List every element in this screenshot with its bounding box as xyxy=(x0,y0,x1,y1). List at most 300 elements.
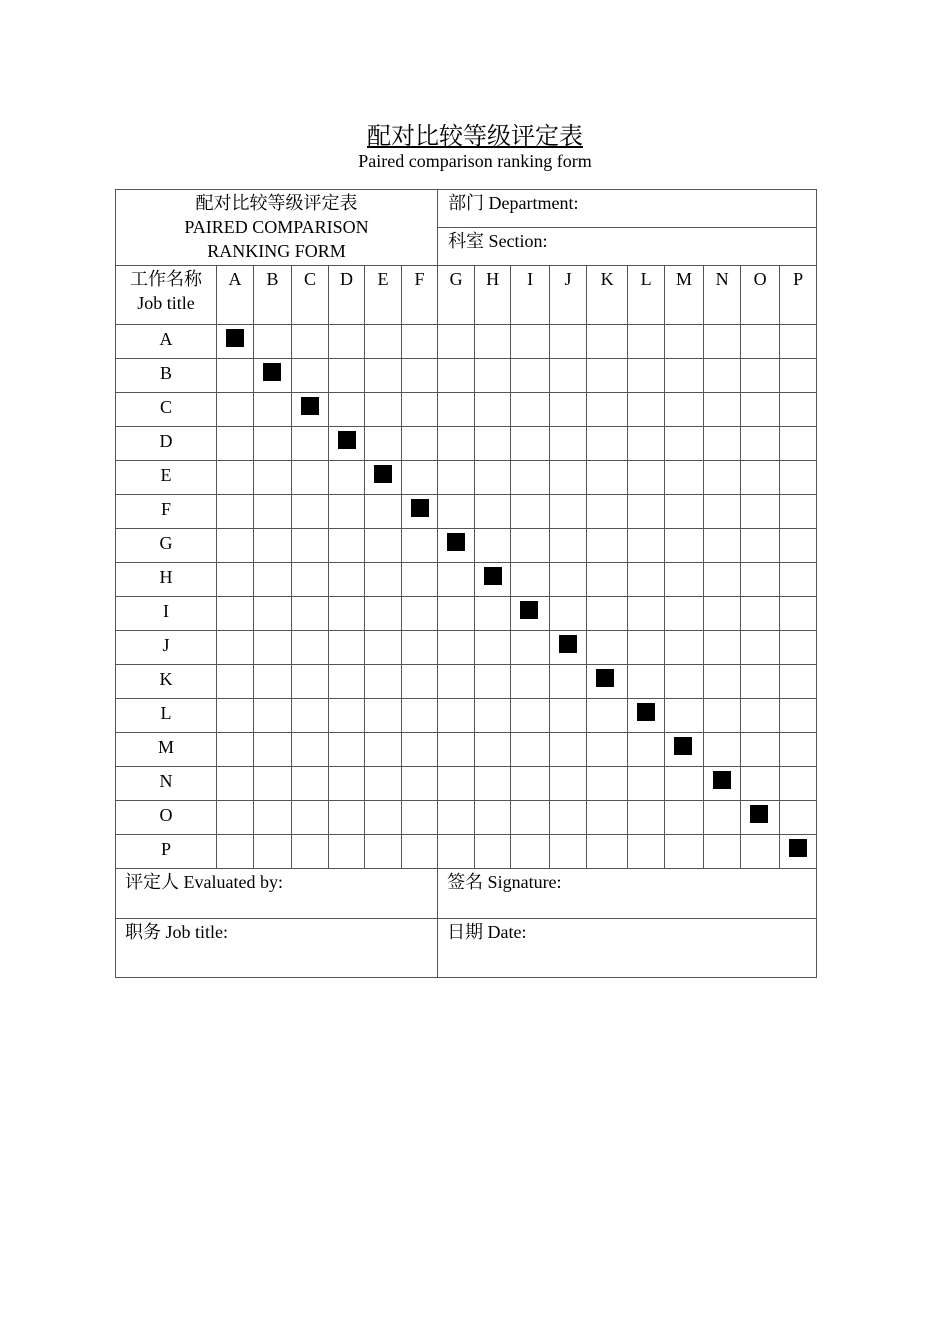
job-title-header-cn: 工作名称 xyxy=(130,269,202,289)
comparison-cell[interactable] xyxy=(292,495,329,529)
comparison-cell[interactable] xyxy=(475,359,511,393)
blocked-square-icon xyxy=(411,499,429,517)
comparison-cell[interactable] xyxy=(741,495,780,529)
comparison-cell[interactable] xyxy=(704,665,741,699)
comparison-cell[interactable] xyxy=(780,597,817,631)
diagonal-cell xyxy=(254,359,292,393)
comparison-cell[interactable] xyxy=(329,529,365,563)
comparison-cell[interactable] xyxy=(780,631,817,665)
comparison-cell[interactable] xyxy=(780,427,817,461)
comparison-cell[interactable] xyxy=(628,393,665,427)
header-title-en-line1: PAIRED COMPARISON xyxy=(184,217,369,237)
comparison-cell[interactable] xyxy=(475,461,511,495)
comparison-cell[interactable] xyxy=(254,495,292,529)
comparison-cell[interactable] xyxy=(438,767,475,801)
comparison-cell[interactable] xyxy=(438,597,475,631)
comparison-cell[interactable] xyxy=(329,461,365,495)
comparison-cell[interactable] xyxy=(292,563,329,597)
comparison-cell[interactable] xyxy=(587,529,628,563)
comparison-cell[interactable] xyxy=(511,699,550,733)
comparison-cell[interactable] xyxy=(665,835,704,869)
diagonal-cell xyxy=(628,699,665,733)
comparison-cell[interactable] xyxy=(365,427,402,461)
comparison-cell[interactable] xyxy=(704,359,741,393)
comparison-cell[interactable] xyxy=(511,563,550,597)
comparison-cell[interactable] xyxy=(438,563,475,597)
comparison-cell[interactable] xyxy=(254,529,292,563)
comparison-cell[interactable] xyxy=(217,665,254,699)
comparison-cell[interactable] xyxy=(329,563,365,597)
comparison-cell[interactable] xyxy=(402,801,438,835)
comparison-cell[interactable] xyxy=(665,597,704,631)
comparison-cell[interactable] xyxy=(780,393,817,427)
section-field[interactable] xyxy=(438,228,817,266)
comparison-cell[interactable] xyxy=(665,563,704,597)
diagonal-cell xyxy=(780,835,817,869)
comparison-cell[interactable] xyxy=(402,631,438,665)
row-label: E xyxy=(116,461,217,495)
comparison-cell[interactable] xyxy=(741,359,780,393)
comparison-cell[interactable] xyxy=(665,631,704,665)
comparison-cell[interactable] xyxy=(254,563,292,597)
diagonal-cell xyxy=(665,733,704,767)
comparison-cell[interactable] xyxy=(628,801,665,835)
comparison-cell[interactable] xyxy=(402,563,438,597)
comparison-cell[interactable] xyxy=(329,359,365,393)
comparison-cell[interactable] xyxy=(628,461,665,495)
comparison-cell[interactable] xyxy=(550,665,587,699)
column-header: C xyxy=(292,266,329,325)
comparison-cell[interactable] xyxy=(550,495,587,529)
comparison-cell[interactable] xyxy=(292,597,329,631)
table-row xyxy=(116,699,817,733)
comparison-cell[interactable] xyxy=(402,461,438,495)
comparison-cell[interactable] xyxy=(402,359,438,393)
comparison-cell[interactable] xyxy=(217,631,254,665)
comparison-cell[interactable] xyxy=(665,665,704,699)
comparison-cell[interactable] xyxy=(628,359,665,393)
comparison-cell[interactable] xyxy=(292,461,329,495)
comparison-cell[interactable] xyxy=(254,597,292,631)
comparison-cell[interactable] xyxy=(741,461,780,495)
comparison-cell[interactable] xyxy=(741,529,780,563)
comparison-cell[interactable] xyxy=(665,461,704,495)
comparison-cell[interactable] xyxy=(665,801,704,835)
comparison-cell[interactable] xyxy=(511,835,550,869)
diagonal-cell xyxy=(704,767,741,801)
comparison-cell[interactable] xyxy=(329,767,365,801)
comparison-cell[interactable] xyxy=(741,597,780,631)
comparison-cell[interactable] xyxy=(365,699,402,733)
comparison-cell[interactable] xyxy=(511,631,550,665)
comparison-cell[interactable] xyxy=(438,733,475,767)
comparison-cell[interactable] xyxy=(780,801,817,835)
comparison-cell[interactable] xyxy=(329,325,365,359)
blocked-square-icon xyxy=(484,567,502,585)
comparison-cell[interactable] xyxy=(292,699,329,733)
comparison-cell[interactable] xyxy=(780,665,817,699)
table-row xyxy=(116,427,817,461)
comparison-cell[interactable] xyxy=(780,529,817,563)
column-header: P xyxy=(780,266,817,325)
comparison-cell[interactable] xyxy=(704,529,741,563)
diagonal-cell xyxy=(511,597,550,631)
comparison-cell[interactable] xyxy=(475,801,511,835)
comparison-cell[interactable] xyxy=(511,325,550,359)
comparison-cell[interactable] xyxy=(587,733,628,767)
comparison-cell[interactable] xyxy=(665,359,704,393)
department-field[interactable] xyxy=(438,190,817,228)
comparison-cell[interactable] xyxy=(587,835,628,869)
comparison-cell[interactable] xyxy=(365,767,402,801)
row-label: D xyxy=(116,427,217,461)
comparison-cell[interactable] xyxy=(365,529,402,563)
comparison-cell[interactable] xyxy=(550,733,587,767)
comparison-cell[interactable] xyxy=(292,529,329,563)
diagonal-cell xyxy=(475,563,511,597)
table-row xyxy=(116,495,817,529)
comparison-cell[interactable] xyxy=(550,801,587,835)
comparison-cell[interactable] xyxy=(475,427,511,461)
row-label: N xyxy=(116,767,217,801)
comparison-cell[interactable] xyxy=(704,631,741,665)
comparison-cell[interactable] xyxy=(587,427,628,461)
comparison-cell[interactable] xyxy=(402,325,438,359)
comparison-cell[interactable] xyxy=(292,733,329,767)
comparison-cell[interactable] xyxy=(628,835,665,869)
diagonal-cell xyxy=(402,495,438,529)
signature-field[interactable] xyxy=(438,869,817,919)
comparison-cell[interactable] xyxy=(254,699,292,733)
comparison-cell[interactable] xyxy=(217,733,254,767)
comparison-cell[interactable] xyxy=(329,835,365,869)
comparison-cell[interactable] xyxy=(704,699,741,733)
comparison-cell[interactable] xyxy=(704,427,741,461)
comparison-cell[interactable] xyxy=(254,631,292,665)
row-label: G xyxy=(116,529,217,563)
comparison-cell[interactable] xyxy=(550,835,587,869)
comparison-cell[interactable] xyxy=(780,733,817,767)
comparison-cell[interactable] xyxy=(665,393,704,427)
comparison-cell[interactable] xyxy=(511,359,550,393)
comparison-cell[interactable] xyxy=(217,563,254,597)
blocked-square-icon xyxy=(447,533,465,551)
comparison-cell[interactable] xyxy=(402,427,438,461)
comparison-cell[interactable] xyxy=(254,835,292,869)
comparison-cell[interactable] xyxy=(438,359,475,393)
table-row xyxy=(116,665,817,699)
comparison-cell[interactable] xyxy=(511,495,550,529)
evaluator-job-title-field[interactable] xyxy=(116,919,438,978)
comparison-cell[interactable] xyxy=(329,733,365,767)
comparison-cell[interactable] xyxy=(704,393,741,427)
comparison-cell[interactable] xyxy=(704,835,741,869)
column-header: L xyxy=(628,266,665,325)
comparison-cell[interactable] xyxy=(704,563,741,597)
comparison-cell[interactable] xyxy=(587,359,628,393)
comparison-cell[interactable] xyxy=(587,325,628,359)
comparison-cell[interactable] xyxy=(365,733,402,767)
comparison-cell[interactable] xyxy=(780,767,817,801)
comparison-cell[interactable] xyxy=(741,699,780,733)
paired-comparison-table xyxy=(115,189,817,978)
row-label: C xyxy=(116,393,217,427)
table-row xyxy=(116,393,817,427)
comparison-cell[interactable] xyxy=(550,529,587,563)
comparison-cell[interactable] xyxy=(511,461,550,495)
comparison-cell[interactable] xyxy=(475,665,511,699)
comparison-cell[interactable] xyxy=(438,461,475,495)
comparison-cell[interactable] xyxy=(329,495,365,529)
comparison-cell[interactable] xyxy=(550,563,587,597)
comparison-cell[interactable] xyxy=(254,733,292,767)
row-label: P xyxy=(116,835,217,869)
comparison-cell[interactable] xyxy=(217,767,254,801)
comparison-cell[interactable] xyxy=(665,427,704,461)
comparison-cell[interactable] xyxy=(292,631,329,665)
comparison-cell[interactable] xyxy=(665,767,704,801)
comparison-cell[interactable] xyxy=(402,665,438,699)
comparison-cell[interactable] xyxy=(628,665,665,699)
row-label: B xyxy=(116,359,217,393)
comparison-cell[interactable] xyxy=(217,835,254,869)
comparison-cell[interactable] xyxy=(254,801,292,835)
comparison-cell[interactable] xyxy=(217,393,254,427)
comparison-cell[interactable] xyxy=(665,495,704,529)
table-row xyxy=(116,325,817,359)
table-row xyxy=(116,801,817,835)
comparison-cell[interactable] xyxy=(438,835,475,869)
table-row xyxy=(116,359,817,393)
comparison-cell[interactable] xyxy=(438,495,475,529)
comparison-cell[interactable] xyxy=(254,427,292,461)
comparison-cell[interactable] xyxy=(217,597,254,631)
comparison-cell[interactable] xyxy=(329,597,365,631)
table-row xyxy=(116,529,817,563)
comparison-cell[interactable] xyxy=(587,801,628,835)
comparison-cell[interactable] xyxy=(329,665,365,699)
comparison-cell[interactable] xyxy=(475,393,511,427)
comparison-cell[interactable] xyxy=(665,699,704,733)
comparison-cell[interactable] xyxy=(780,359,817,393)
comparison-cell[interactable] xyxy=(217,427,254,461)
comparison-cell[interactable] xyxy=(365,665,402,699)
comparison-cell[interactable] xyxy=(438,325,475,359)
comparison-cell[interactable] xyxy=(741,665,780,699)
comparison-cell[interactable] xyxy=(587,699,628,733)
column-header: E xyxy=(365,266,402,325)
comparison-cell[interactable] xyxy=(438,699,475,733)
comparison-cell[interactable] xyxy=(365,801,402,835)
row-label: H xyxy=(116,563,217,597)
comparison-cell[interactable] xyxy=(475,529,511,563)
comparison-cell[interactable] xyxy=(292,325,329,359)
comparison-cell[interactable] xyxy=(475,631,511,665)
form-title-en: Paired comparison ranking form xyxy=(358,151,592,171)
table-row xyxy=(116,767,817,801)
comparison-cell[interactable] xyxy=(365,495,402,529)
table-row xyxy=(116,733,817,767)
row-label: L xyxy=(116,699,217,733)
comparison-cell[interactable] xyxy=(438,665,475,699)
comparison-cell[interactable] xyxy=(254,325,292,359)
diagonal-cell xyxy=(550,631,587,665)
comparison-cell[interactable] xyxy=(402,699,438,733)
comparison-cell[interactable] xyxy=(402,835,438,869)
blocked-square-icon xyxy=(713,771,731,789)
comparison-cell[interactable] xyxy=(438,631,475,665)
comparison-cell[interactable] xyxy=(217,359,254,393)
comparison-cell[interactable] xyxy=(550,699,587,733)
comparison-cell[interactable] xyxy=(292,767,329,801)
comparison-cell[interactable] xyxy=(365,325,402,359)
comparison-cell[interactable] xyxy=(217,529,254,563)
comparison-cell[interactable] xyxy=(741,835,780,869)
comparison-cell[interactable] xyxy=(741,733,780,767)
comparison-cell[interactable] xyxy=(475,699,511,733)
comparison-cell[interactable] xyxy=(365,563,402,597)
comparison-cell[interactable] xyxy=(217,801,254,835)
comparison-cell[interactable] xyxy=(704,461,741,495)
comparison-cell[interactable] xyxy=(550,597,587,631)
comparison-cell[interactable] xyxy=(665,529,704,563)
comparison-cell[interactable] xyxy=(628,325,665,359)
comparison-cell[interactable] xyxy=(402,529,438,563)
comparison-cell[interactable] xyxy=(780,461,817,495)
comparison-cell[interactable] xyxy=(587,393,628,427)
comparison-cell[interactable] xyxy=(780,325,817,359)
date-field[interactable] xyxy=(438,919,817,978)
comparison-cell[interactable] xyxy=(254,393,292,427)
comparison-cell[interactable] xyxy=(741,427,780,461)
comparison-cell[interactable] xyxy=(402,733,438,767)
comparison-cell[interactable] xyxy=(217,699,254,733)
comparison-cell[interactable] xyxy=(628,563,665,597)
comparison-cell[interactable] xyxy=(628,495,665,529)
comparison-cell[interactable] xyxy=(511,427,550,461)
comparison-cell[interactable] xyxy=(254,767,292,801)
header-title-cn: 配对比较等级评定表 xyxy=(195,193,358,213)
comparison-cell[interactable] xyxy=(475,733,511,767)
comparison-cell[interactable] xyxy=(665,325,704,359)
comparison-cell[interactable] xyxy=(780,563,817,597)
comparison-cell[interactable] xyxy=(628,597,665,631)
comparison-cell[interactable] xyxy=(550,461,587,495)
comparison-cell[interactable] xyxy=(741,393,780,427)
comparison-cell[interactable] xyxy=(550,393,587,427)
comparison-cell[interactable] xyxy=(329,393,365,427)
comparison-cell[interactable] xyxy=(587,631,628,665)
comparison-cell[interactable] xyxy=(402,597,438,631)
comparison-cell[interactable] xyxy=(511,801,550,835)
comparison-cell[interactable] xyxy=(475,767,511,801)
comparison-cell[interactable] xyxy=(741,563,780,597)
comparison-cell[interactable] xyxy=(628,529,665,563)
comparison-cell[interactable] xyxy=(402,393,438,427)
comparison-cell[interactable] xyxy=(587,767,628,801)
column-header: H xyxy=(475,266,511,325)
comparison-cell[interactable] xyxy=(628,733,665,767)
comparison-cell[interactable] xyxy=(292,801,329,835)
comparison-cell[interactable] xyxy=(587,563,628,597)
comparison-cell[interactable] xyxy=(628,631,665,665)
row-label: K xyxy=(116,665,217,699)
comparison-cell[interactable] xyxy=(329,801,365,835)
evaluated-by-field[interactable] xyxy=(116,869,438,919)
comparison-cell[interactable] xyxy=(741,767,780,801)
column-header: O xyxy=(741,266,780,325)
comparison-cell[interactable] xyxy=(217,495,254,529)
comparison-cell[interactable] xyxy=(365,393,402,427)
comparison-cell[interactable] xyxy=(475,835,511,869)
comparison-cell[interactable] xyxy=(628,427,665,461)
comparison-cell[interactable] xyxy=(550,767,587,801)
comparison-cell[interactable] xyxy=(254,665,292,699)
comparison-cell[interactable] xyxy=(511,393,550,427)
blocked-square-icon xyxy=(637,703,655,721)
comparison-cell[interactable] xyxy=(550,359,587,393)
comparison-cell[interactable] xyxy=(704,801,741,835)
row-label: M xyxy=(116,733,217,767)
comparison-cell[interactable] xyxy=(292,835,329,869)
comparison-cell[interactable] xyxy=(741,325,780,359)
comparison-cell[interactable] xyxy=(704,325,741,359)
comparison-cell[interactable] xyxy=(741,631,780,665)
comparison-cell[interactable] xyxy=(780,699,817,733)
comparison-cell[interactable] xyxy=(365,597,402,631)
comparison-cell[interactable] xyxy=(511,733,550,767)
comparison-cell[interactable] xyxy=(438,801,475,835)
comparison-cell[interactable] xyxy=(254,461,292,495)
comparison-cell[interactable] xyxy=(587,597,628,631)
comparison-cell[interactable] xyxy=(475,495,511,529)
header-title-en-line2: RANKING FORM xyxy=(207,241,346,261)
comparison-cell[interactable] xyxy=(292,359,329,393)
comparison-cell[interactable] xyxy=(329,631,365,665)
comparison-cell[interactable] xyxy=(438,393,475,427)
comparison-cell[interactable] xyxy=(628,767,665,801)
table-row xyxy=(116,631,817,665)
comparison-cell[interactable] xyxy=(587,495,628,529)
column-header: G xyxy=(438,266,475,325)
comparison-cell[interactable] xyxy=(780,495,817,529)
comparison-cell[interactable] xyxy=(292,665,329,699)
comparison-cell[interactable] xyxy=(511,767,550,801)
comparison-cell[interactable] xyxy=(704,597,741,631)
comparison-cell[interactable] xyxy=(511,665,550,699)
comparison-cell[interactable] xyxy=(292,427,329,461)
comparison-cell[interactable] xyxy=(550,325,587,359)
form-title-cn: 配对比较等级评定表 xyxy=(367,122,583,150)
comparison-cell[interactable] xyxy=(365,359,402,393)
blocked-square-icon xyxy=(338,431,356,449)
comparison-cell[interactable] xyxy=(217,461,254,495)
comparison-cell[interactable] xyxy=(365,631,402,665)
comparison-cell[interactable] xyxy=(329,699,365,733)
comparison-cell[interactable] xyxy=(511,529,550,563)
comparison-cell[interactable] xyxy=(365,835,402,869)
column-header: F xyxy=(402,266,438,325)
comparison-cell[interactable] xyxy=(550,427,587,461)
comparison-cell[interactable] xyxy=(704,495,741,529)
comparison-cell[interactable] xyxy=(475,325,511,359)
comparison-cell[interactable] xyxy=(402,767,438,801)
comparison-cell[interactable] xyxy=(587,461,628,495)
comparison-cell[interactable] xyxy=(704,733,741,767)
comparison-cell[interactable] xyxy=(475,597,511,631)
blocked-square-icon xyxy=(263,363,281,381)
comparison-cell[interactable] xyxy=(438,427,475,461)
